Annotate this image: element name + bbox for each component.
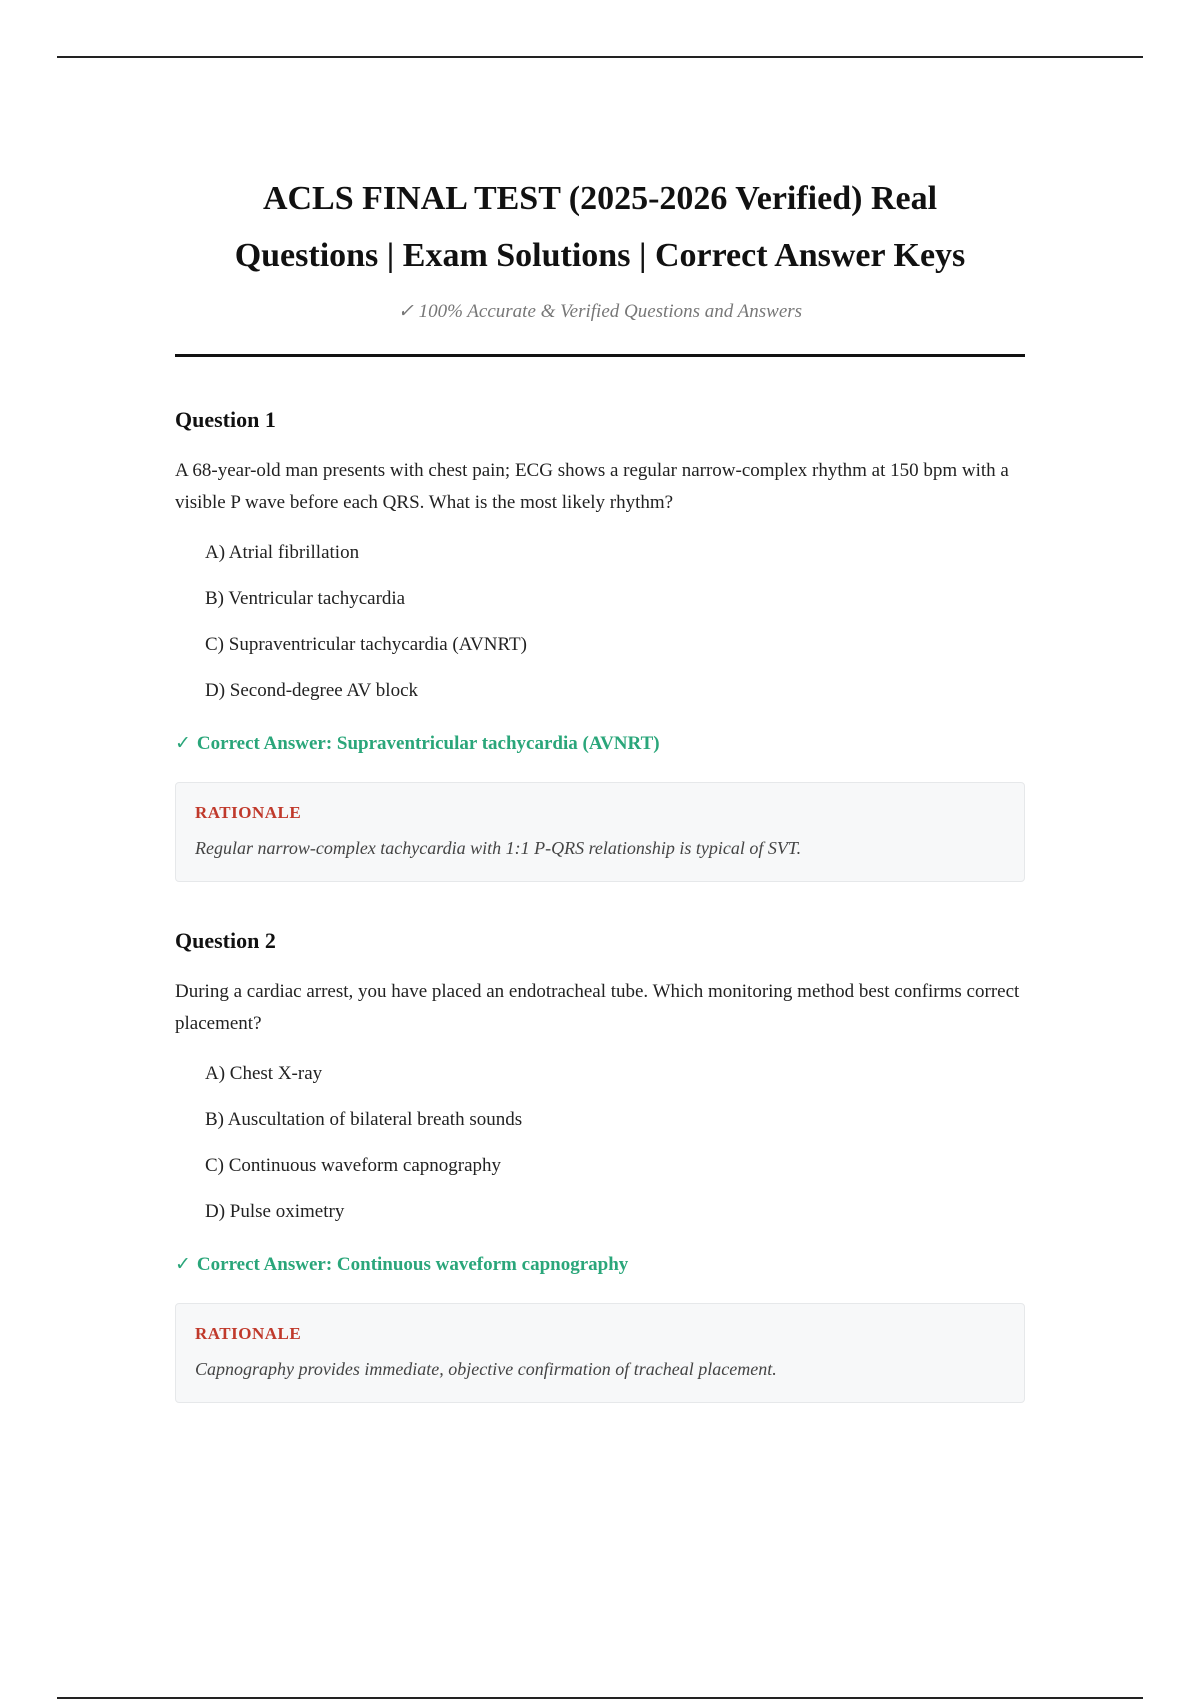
document-title-line-1: ACLS FINAL TEST (2025-2026 Verified) Real [262, 180, 938, 217]
rationale-box [175, 782, 1025, 882]
rationale-label: RATIONALE [195, 1324, 302, 1343]
document-title [175, 170, 1025, 284]
option-c: C) Continuous waveform capnography [205, 1155, 502, 1176]
check-icon: ✓ [175, 1253, 191, 1275]
document-subtitle: ✓ 100% Accurate & Verified Questions and Answers [397, 301, 803, 322]
document-title-line-2: Questions | Exam Solutions | Correct Answer Keys [234, 237, 966, 274]
question-text: A 68-year-old man presents with chest pain; ECG shows a regular narrow-complex rhythm at 150 bpm with a visible P wave before each QRS. What is the most likely rhythm? [175, 460, 1009, 513]
question-1 [175, 357, 1025, 882]
question-text: During a cardiac arrest, you have placed an endotracheal tube. Which monitoring method best confirms correct placement? [175, 981, 1020, 1034]
correct-answer-text: Correct Answer: Continuous waveform capnography [196, 1254, 629, 1275]
question-heading: Question 1 [175, 407, 276, 432]
question-2 [175, 882, 1025, 1403]
correct-answer-text: Correct Answer: Supraventricular tachycardia (AVNRT) [196, 733, 660, 754]
rationale-text: Capnography provides immediate, objective confirmation of tracheal placement. [195, 1359, 777, 1379]
rationale-box [175, 1303, 1025, 1403]
rationale-text: Regular narrow-complex tachycardia with 1:1 P-QRS relationship is typical of SVT. [195, 838, 802, 858]
page-bottom-rule [57, 1697, 1143, 1699]
correct-answer [175, 729, 1025, 758]
correct-answer [175, 1250, 1025, 1279]
option-c: C) Supraventricular tachycardia (AVNRT) [205, 634, 527, 655]
option-b: B) Auscultation of bilateral breath sounds [205, 1109, 523, 1130]
option-b: B) Ventricular tachycardia [205, 588, 406, 609]
option-d: D) Pulse oximetry [205, 1201, 345, 1222]
question-heading: Question 2 [175, 928, 276, 953]
option-a: A) Chest X-ray [205, 1063, 323, 1084]
answer-options [205, 539, 1025, 705]
option-a: A) Atrial fibrillation [205, 542, 360, 563]
rationale-label: RATIONALE [195, 803, 302, 822]
document-body [175, 170, 1025, 1403]
page-top-rule [57, 56, 1143, 58]
check-icon: ✓ [175, 732, 191, 754]
answer-options [205, 1060, 1025, 1226]
option-d: D) Second-degree AV block [205, 680, 418, 701]
